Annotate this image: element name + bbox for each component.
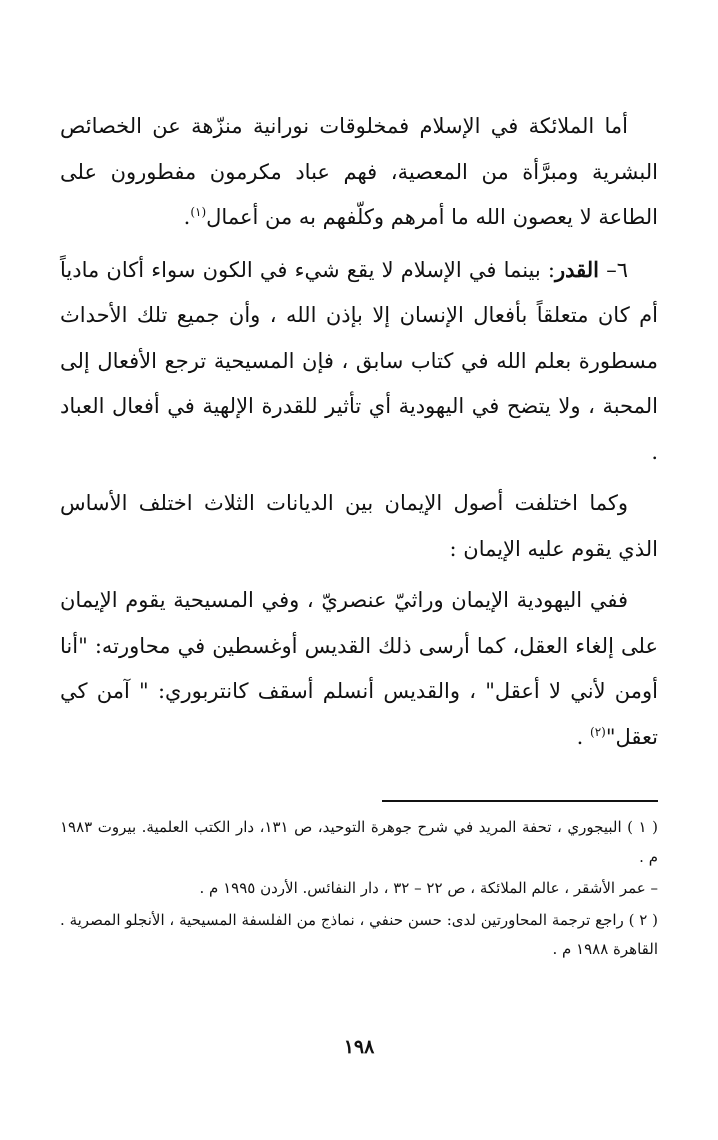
paragraph-angels [60,104,658,241]
paragraph-faith-religions [60,578,658,760]
footnote-2: ( ٢ ) راجع ترجمة المحاورتين لدى: حسن حنفي ، نماذج من الفلسفة المسيحية ، الأنجلو المصرية . القاهرة ١٩٨٨ م . [60,910,658,958]
paragraph-qadar-number: ٦– [599,257,628,282]
term-qadar: القدر [554,256,600,282]
paragraph-qadar [60,247,658,476]
footnote-ref-2[interactable]: (٢) [590,724,606,739]
footnote-divider [382,800,658,802]
paragraph-faith-basis [60,481,658,572]
paragraph-faith-religions-end: . [576,724,590,749]
main-text [60,104,658,766]
paragraph-qadar-text: : بينما في الإسلام لا يقع شيء في الكون سواء أكان مادياً أم كان متعلقاً بأفعال الإنسان إلا بإذن الله ، وأن جميع تلك الأحداث مسطورة بعلم الله في كتاب سابق ، فإن المسيحية ترجع الأفعال إلى المحبة ، ولا يتضح في اليهودية أي تأثير للقدرة الإلهية في أفعال العباد . [60,257,658,464]
footnotes [60,813,658,967]
page-number: ١٩٨ [343,1036,375,1058]
paragraph-angels-end: . [183,205,191,229]
footnote-1-additional: – عمر الأشقر ، عالم الملائكة ، ص ٢٢ – ٣٢ ، دار النفائس. الأردن ١٩٩٥ م . [199,879,658,897]
footnote-1: ( ١ ) البيجوري ، تحفة المريد في شرح جوهرة التوحيد، ص ١٣١، دار الكتب العلمية. بيروت ١٩٨٣ م . [60,818,658,866]
footnote-ref-1[interactable]: (١) [190,205,207,219]
paragraph-angels-text: أما الملائكة في الإسلام فمخلوقات نورانية منزّهة عن الخصائص البشرية ومبرَّأة من المعصية، فهم عباد مكرمون مفطورون على الطاعة لا يعصون الله ما أمرهم وكلّفهم به من أعمال [60,114,658,229]
paragraph-faith-basis-text: وكما اختلفت أصول الإيمان بين الديانات الثلاث اختلف الأساس الذي يقوم عليه الإيمان : [60,491,658,561]
paragraph-faith-religions-text: ففي اليهودية الإيمان وراثيّ عنصريّ ، وفي المسيحية يقوم الإيمان على إلغاء العقل، كما أرسى ذلك القديس أوغسطين في محاورته: "أنا أومن لأني لا أعقل" ، والقديس أنسلم أسقف كانتربوري: " آمن كي تعقل" [60,588,658,749]
